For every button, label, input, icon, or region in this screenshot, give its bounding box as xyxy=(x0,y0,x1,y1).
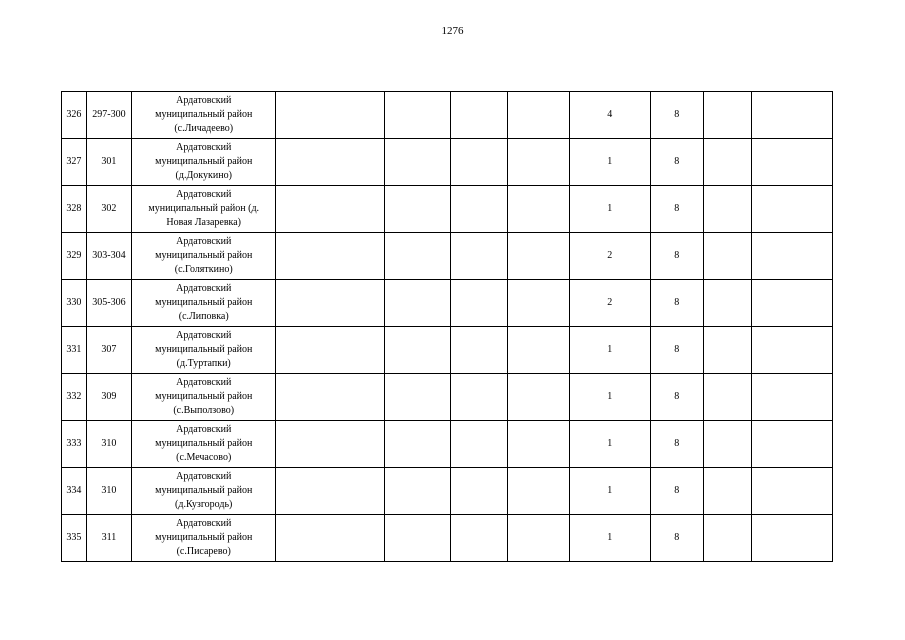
location-line-1: Ардатовский xyxy=(176,424,232,435)
empty-cell xyxy=(508,92,570,139)
quantity-cell: 1 xyxy=(570,186,650,233)
empty-cell xyxy=(508,421,570,468)
empty-cell xyxy=(276,233,384,280)
object-ref-cell: 310 xyxy=(86,421,131,468)
empty-cell xyxy=(276,139,384,186)
value-cell: 8 xyxy=(650,421,704,468)
empty-cell xyxy=(276,515,384,562)
quantity-cell: 4 xyxy=(570,92,650,139)
empty-cell xyxy=(751,327,833,374)
empty-cell xyxy=(450,515,508,562)
quantity-cell: 1 xyxy=(570,327,650,374)
empty-cell xyxy=(508,139,570,186)
row-number-cell: 327 xyxy=(62,139,87,186)
value-cell: 8 xyxy=(650,139,704,186)
object-ref-cell: 297-300 xyxy=(86,92,131,139)
empty-cell xyxy=(450,468,508,515)
empty-cell xyxy=(276,186,384,233)
empty-cell xyxy=(384,280,450,327)
empty-cell xyxy=(450,92,508,139)
location-line-2: муниципальный район xyxy=(155,532,253,543)
empty-cell xyxy=(704,139,751,186)
empty-cell xyxy=(276,280,384,327)
location-line-3: (с.Мечасово) xyxy=(176,452,232,463)
row-number-cell: 330 xyxy=(62,280,87,327)
empty-cell xyxy=(704,92,751,139)
empty-cell xyxy=(751,515,833,562)
location-line-3: (д.Туртапки) xyxy=(176,358,231,369)
empty-cell xyxy=(384,374,450,421)
table-row xyxy=(62,421,833,468)
object-ref-cell: 311 xyxy=(86,515,131,562)
empty-cell xyxy=(704,233,751,280)
location-name-cell xyxy=(132,468,276,515)
row-number-cell: 333 xyxy=(62,421,87,468)
empty-cell xyxy=(751,92,833,139)
location-line-1: Ардатовский xyxy=(176,189,232,200)
empty-cell xyxy=(704,186,751,233)
empty-cell xyxy=(450,186,508,233)
location-line-3: (с.Личадеево) xyxy=(174,123,234,134)
empty-cell xyxy=(384,515,450,562)
object-ref-cell: 305-306 xyxy=(86,280,131,327)
quantity-cell: 2 xyxy=(570,280,650,327)
location-name-cell xyxy=(132,139,276,186)
empty-cell xyxy=(704,280,751,327)
location-line-2: муниципальный район xyxy=(155,344,253,355)
empty-cell xyxy=(450,421,508,468)
table-row xyxy=(62,515,833,562)
value-cell: 8 xyxy=(650,186,704,233)
location-line-2: муниципальный район xyxy=(155,109,253,120)
value-cell: 8 xyxy=(650,280,704,327)
empty-cell xyxy=(276,327,384,374)
empty-cell xyxy=(508,327,570,374)
row-number-cell: 329 xyxy=(62,233,87,280)
value-cell: 8 xyxy=(650,327,704,374)
empty-cell xyxy=(450,327,508,374)
location-line-2: муниципальный район xyxy=(155,485,253,496)
location-line-2: муниципальный район (д. xyxy=(148,203,260,214)
location-line-3: Новая Лазаревка) xyxy=(166,217,242,228)
empty-cell xyxy=(276,374,384,421)
row-number-cell: 334 xyxy=(62,468,87,515)
object-ref-cell: 303-304 xyxy=(86,233,131,280)
location-name-cell xyxy=(132,186,276,233)
empty-cell xyxy=(704,468,751,515)
quantity-cell: 1 xyxy=(570,515,650,562)
empty-cell xyxy=(384,327,450,374)
quantity-cell: 1 xyxy=(570,374,650,421)
location-line-2: муниципальный район xyxy=(155,156,253,167)
empty-cell xyxy=(508,515,570,562)
value-cell: 8 xyxy=(650,515,704,562)
location-line-3: (д.Кузгородь) xyxy=(175,499,233,510)
table-row xyxy=(62,233,833,280)
empty-cell xyxy=(384,186,450,233)
row-number-cell: 332 xyxy=(62,374,87,421)
empty-cell xyxy=(508,233,570,280)
empty-cell xyxy=(384,421,450,468)
value-cell: 8 xyxy=(650,233,704,280)
location-line-3: (с.Голяткино) xyxy=(174,264,233,275)
location-name-cell xyxy=(132,374,276,421)
empty-cell xyxy=(751,468,833,515)
location-line-2: муниципальный район xyxy=(155,250,253,261)
object-ref-cell: 309 xyxy=(86,374,131,421)
empty-cell xyxy=(508,280,570,327)
quantity-cell: 1 xyxy=(570,421,650,468)
empty-cell xyxy=(450,374,508,421)
location-line-3: (с.Писарево) xyxy=(176,546,231,557)
location-name-cell xyxy=(132,421,276,468)
empty-cell xyxy=(450,139,508,186)
empty-cell xyxy=(508,186,570,233)
empty-cell xyxy=(384,468,450,515)
object-ref-cell: 310 xyxy=(86,468,131,515)
table-row xyxy=(62,374,833,421)
value-cell: 8 xyxy=(650,374,704,421)
location-line-1: Ардатовский xyxy=(176,283,232,294)
empty-cell xyxy=(384,139,450,186)
empty-cell xyxy=(751,421,833,468)
location-line-2: муниципальный район xyxy=(155,438,253,449)
location-line-1: Ардатовский xyxy=(176,236,232,247)
page-number: 1276 xyxy=(441,25,464,37)
empty-cell xyxy=(276,421,384,468)
quantity-cell: 2 xyxy=(570,233,650,280)
empty-cell xyxy=(384,92,450,139)
value-cell: 8 xyxy=(650,92,704,139)
location-line-2: муниципальный район xyxy=(155,391,253,402)
empty-cell xyxy=(450,280,508,327)
location-line-2: муниципальный район xyxy=(155,297,253,308)
empty-cell xyxy=(276,92,384,139)
empty-cell xyxy=(751,139,833,186)
location-name-cell xyxy=(132,92,276,139)
object-ref-cell: 302 xyxy=(86,186,131,233)
table-row xyxy=(62,327,833,374)
row-number-cell: 326 xyxy=(62,92,87,139)
empty-cell xyxy=(704,421,751,468)
location-name-cell xyxy=(132,280,276,327)
table-row xyxy=(62,186,833,233)
empty-cell xyxy=(508,468,570,515)
empty-cell xyxy=(704,327,751,374)
quantity-cell: 1 xyxy=(570,468,650,515)
empty-cell xyxy=(751,186,833,233)
location-line-1: Ардатовский xyxy=(176,330,232,341)
object-ref-cell: 307 xyxy=(86,327,131,374)
empty-cell xyxy=(751,374,833,421)
location-line-3: (с.Выползово) xyxy=(173,405,235,416)
empty-cell xyxy=(508,374,570,421)
row-number-cell: 331 xyxy=(62,327,87,374)
table-row xyxy=(62,92,833,139)
register-table xyxy=(61,91,833,562)
location-name-cell xyxy=(132,515,276,562)
table-row xyxy=(62,139,833,186)
empty-cell xyxy=(751,233,833,280)
location-name-cell xyxy=(132,233,276,280)
location-line-1: Ардатовский xyxy=(176,471,232,482)
object-ref-cell: 301 xyxy=(86,139,131,186)
location-line-3: (с.Липовка) xyxy=(178,311,229,322)
empty-cell xyxy=(704,515,751,562)
empty-cell xyxy=(751,280,833,327)
location-line-1: Ардатовский xyxy=(176,518,232,529)
empty-cell xyxy=(276,468,384,515)
empty-cell xyxy=(450,233,508,280)
row-number-cell: 335 xyxy=(62,515,87,562)
location-name-cell xyxy=(132,327,276,374)
location-line-1: Ардатовский xyxy=(176,142,232,153)
table-body xyxy=(62,92,833,562)
empty-cell xyxy=(704,374,751,421)
quantity-cell: 1 xyxy=(570,139,650,186)
empty-cell xyxy=(384,233,450,280)
table-row xyxy=(62,468,833,515)
location-line-1: Ардатовский xyxy=(176,377,232,388)
location-line-1: Ардатовский xyxy=(176,95,232,106)
value-cell: 8 xyxy=(650,468,704,515)
location-line-3: (д.Докукино) xyxy=(175,170,232,181)
row-number-cell: 328 xyxy=(62,186,87,233)
table-row xyxy=(62,280,833,327)
